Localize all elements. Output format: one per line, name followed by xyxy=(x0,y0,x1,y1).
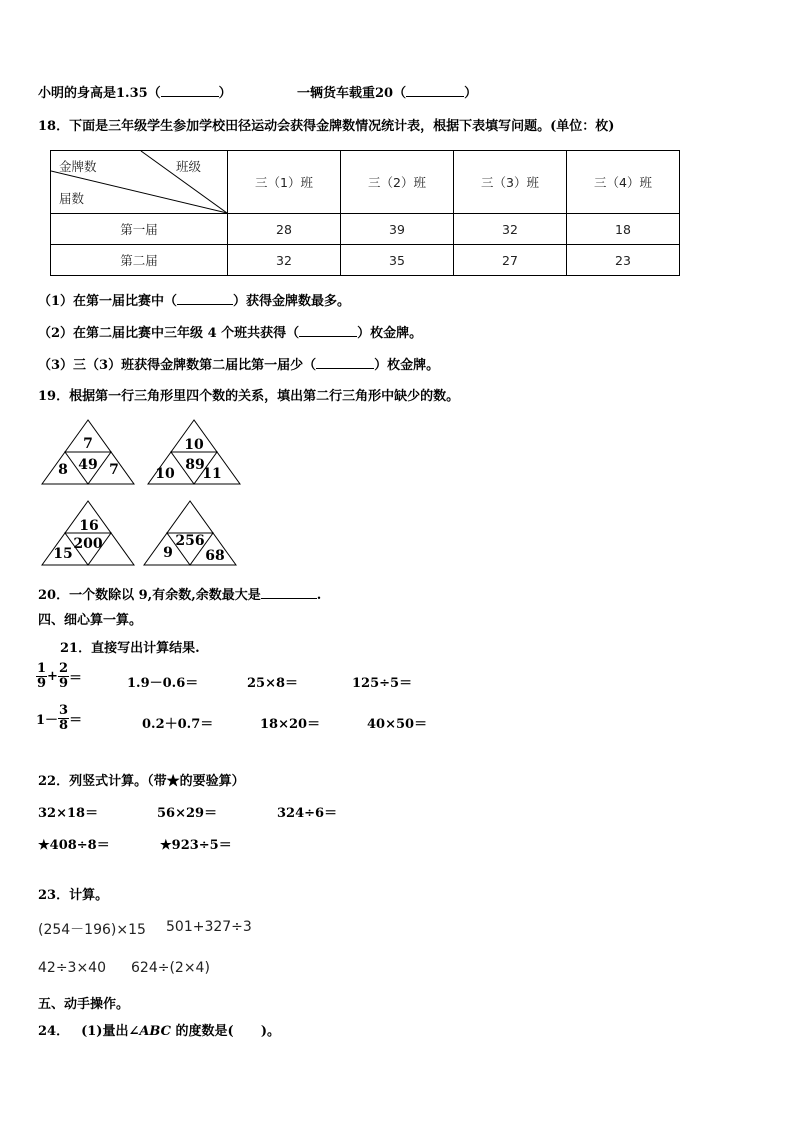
table-cell: 35 xyxy=(341,245,454,276)
calc-item: ★408÷8＝ xyxy=(38,838,110,853)
calc-expression: 624÷(2×4) xyxy=(131,960,210,976)
q22-title: 22．列竖式计算。（带★的要验算） xyxy=(38,774,245,789)
triangle-center-number: 256 xyxy=(175,533,205,549)
triangle-1 xyxy=(42,420,134,484)
q20: 20．一个数除以 9,有余数,余数最大是 . xyxy=(38,588,322,603)
triangle-center-number: 89 xyxy=(185,457,205,473)
height-question: 小明的身高是1.35（ ） xyxy=(38,86,232,101)
triangle-4 xyxy=(144,501,236,565)
triangle-right-number: 68 xyxy=(205,548,225,564)
calc-expression: 501+327÷3 xyxy=(166,919,252,935)
triangle-left-number: 15 xyxy=(53,546,73,562)
calc-item: 56×29＝ xyxy=(157,806,218,821)
calc-item: 32×18＝ xyxy=(38,806,99,821)
answer-blank[interactable] xyxy=(261,586,317,599)
table-cell: 28 xyxy=(228,214,341,245)
q24: 24． (1)量出∠ABC 的度数是( )。 xyxy=(38,1024,280,1039)
column-header: 三（3）班 xyxy=(454,151,567,214)
corner-label-session: 届数 xyxy=(59,191,85,206)
table-cell: 32 xyxy=(454,214,567,245)
table-cell: 32 xyxy=(228,245,341,276)
q21-row1-expr1: $\frac{1}{9}$ + $\frac{2}{9}$ ＝ xyxy=(37,661,83,691)
q21-title: 21．直接写出计算结果. xyxy=(60,641,200,656)
row-label: 第一届 xyxy=(51,214,228,245)
q18-title: 18．下面是三年级学生参加学校田径运动会获得金牌数情况统计表，根据下表填写问题。(单位：枚) xyxy=(38,119,615,134)
triangle-top-number: 16 xyxy=(79,518,99,534)
triangle-top-number: 7 xyxy=(83,436,93,452)
corner-label-medals: 金牌数 xyxy=(59,159,97,174)
calc-item: 1.9－0.6＝ xyxy=(127,676,199,691)
q18-sub1: （1）在第一届比赛中（ ）获得金牌数最多。 xyxy=(38,294,351,309)
triangle-center-number: 49 xyxy=(78,457,98,473)
triangle-right-number: 7 xyxy=(109,462,119,478)
calc-item: 324÷6＝ xyxy=(277,806,338,821)
q23-title: 23．计算。 xyxy=(38,888,109,903)
column-header: 三（4）班 xyxy=(567,151,680,214)
triangle-left-number: 9 xyxy=(163,545,173,561)
corner-label-class: 班级 xyxy=(176,159,202,174)
q19-title: 19．根据第一行三角形里四个数的关系，填出第二行三角形中缺少的数。 xyxy=(38,389,460,404)
table-cell: 18 xyxy=(567,214,680,245)
calc-item: 0.2＋0.7＝ xyxy=(142,717,214,732)
section-4-heading: 四、细心算一算。 xyxy=(38,613,143,628)
calc-item: 125÷5＝ xyxy=(352,676,413,691)
calc-item: ★923÷5＝ xyxy=(160,838,232,853)
column-header: 三（2）班 xyxy=(341,151,454,214)
column-header: 三（1）班 xyxy=(228,151,341,214)
triangle-3 xyxy=(42,501,134,565)
truck-question: 一辆货车载重20（ ） xyxy=(297,86,478,101)
triangle-left-number: 10 xyxy=(155,466,175,482)
calc-item: 18×20＝ xyxy=(260,717,321,732)
table-cell: 39 xyxy=(341,214,454,245)
q18-sub3: （3）三（3）班获得金牌数第二届比第一届少（ ）枚金牌。 xyxy=(38,358,440,373)
triangle-left-number: 8 xyxy=(58,462,68,478)
q21-row2-expr1: 1－ $\frac{3}{8}$ ＝ xyxy=(36,703,83,733)
calc-item: 40×50＝ xyxy=(367,717,428,732)
triangle-center-number: 200 xyxy=(73,536,103,552)
q18-sub2: （2）在第二届比赛中三年级 4 个班共获得（ ）枚金牌。 xyxy=(38,326,423,341)
table-cell: 27 xyxy=(454,245,567,276)
triangle-2 xyxy=(148,420,240,484)
calc-item: 25×8＝ xyxy=(247,676,299,691)
table-cell: 23 xyxy=(567,245,680,276)
section-5-heading: 五、动手操作。 xyxy=(38,997,130,1012)
triangle-right-number: 11 xyxy=(202,466,222,482)
calc-expression: 42÷3×40 xyxy=(38,960,106,976)
row-label: 第二届 xyxy=(51,245,228,276)
calc-expression: (254－196)×15 xyxy=(38,922,146,938)
triangle-top-number: 10 xyxy=(184,437,204,453)
